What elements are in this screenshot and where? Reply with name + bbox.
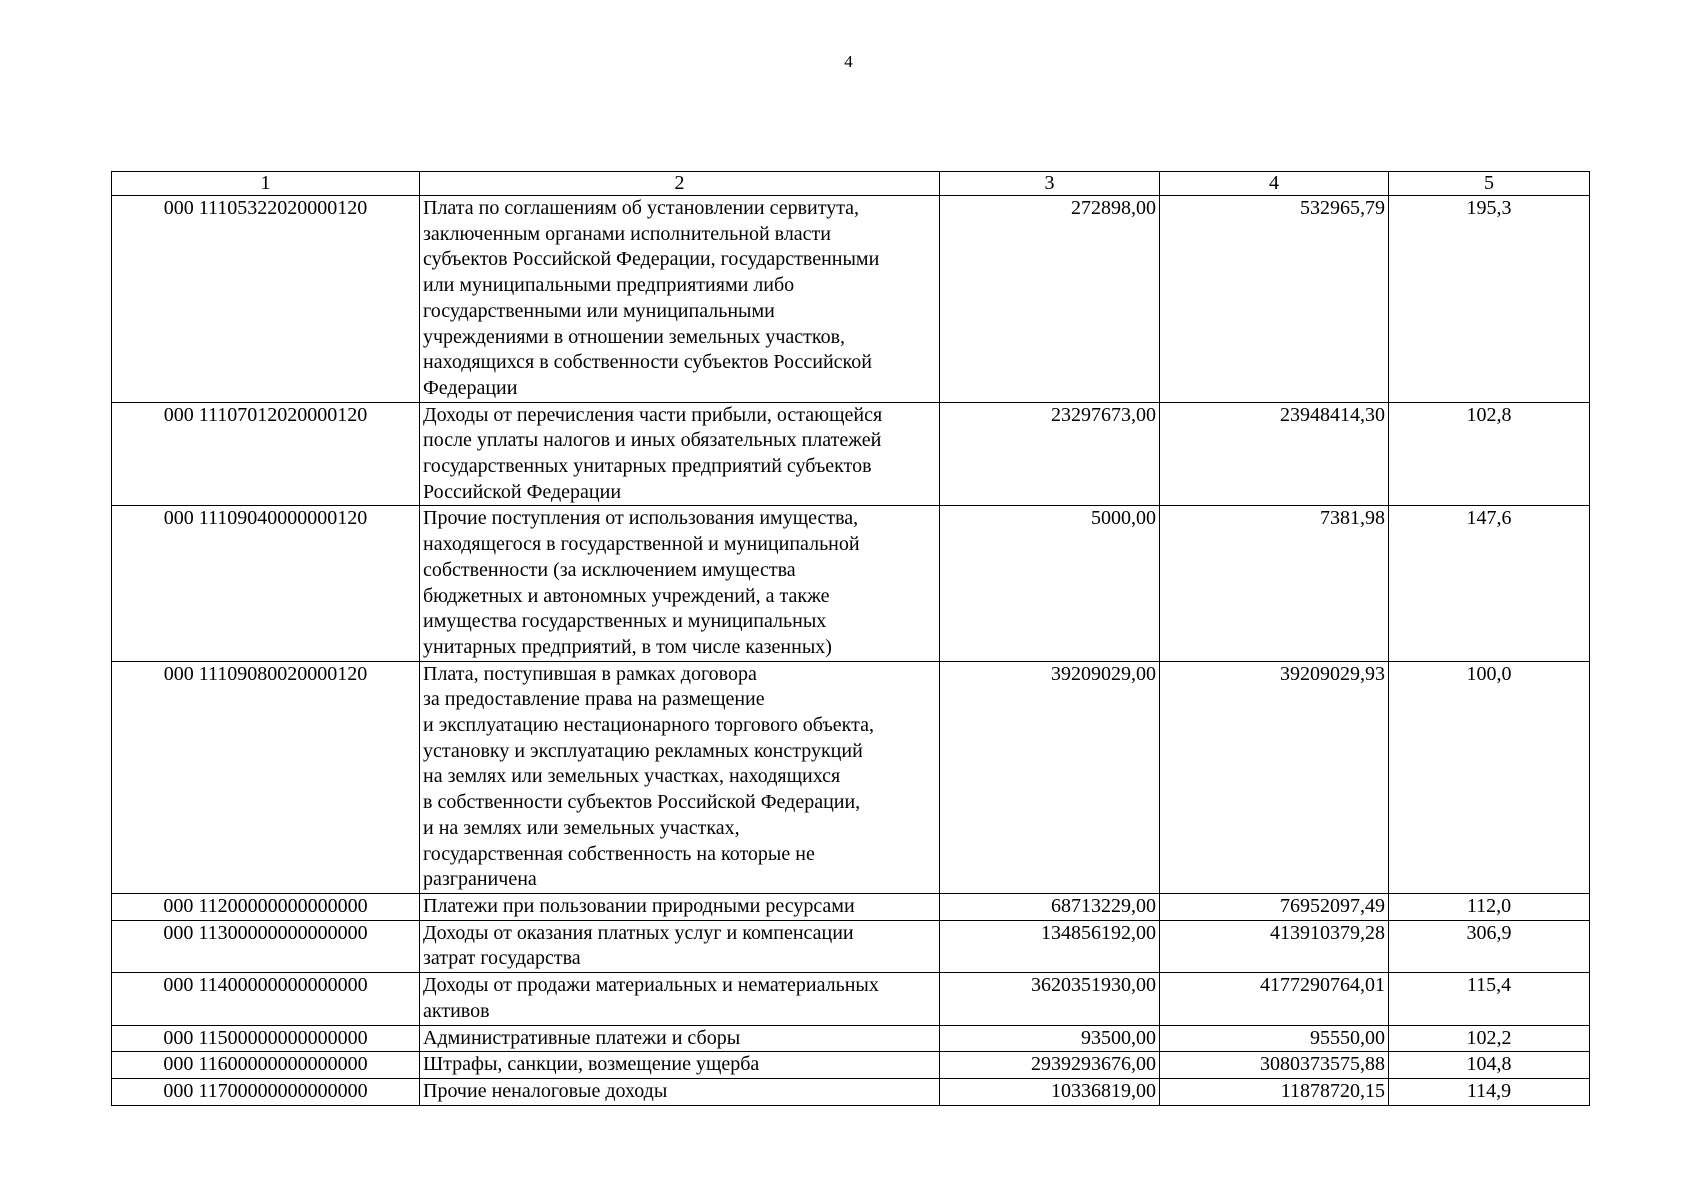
actual-amount: 23948414,30	[1160, 402, 1389, 506]
budget-code: 000 11105322020000120	[112, 196, 420, 403]
budget-code: 000 11200000000000000	[112, 893, 420, 920]
income-name	[420, 506, 940, 661]
table-row	[112, 973, 1590, 1025]
planned-amount: 2939293676,00	[940, 1052, 1160, 1079]
income-name-line: Плата по соглашениям об установлении сервитута,	[423, 197, 860, 219]
income-name-line: учреждениями в отношении земельных участков,	[423, 325, 846, 348]
planned-amount: 3620351930,00	[940, 973, 1160, 1025]
income-name-line: Платежи при пользовании природными ресурсами	[423, 894, 855, 917]
income-name-line: за предоставление права на размещение	[423, 688, 765, 711]
planned-amount: 10336819,00	[940, 1078, 1160, 1105]
table-row	[112, 661, 1590, 893]
table-row	[112, 402, 1590, 506]
table-row	[112, 506, 1590, 661]
income-name-line: и эксплуатацию нестационарного торгового объекта,	[423, 714, 874, 737]
income-name-line: затрат государства	[423, 947, 581, 970]
income-name-line: государственных унитарных предприятий субъектов	[423, 455, 872, 478]
income-name	[420, 893, 940, 920]
column-number-1: 1	[112, 172, 420, 196]
execution-percent: 102,2	[1389, 1025, 1590, 1052]
income-name-line: заключенным органами исполнительной власти	[423, 222, 831, 245]
income-name	[420, 973, 940, 1025]
income-name-line: собственности (за исключением имущества	[423, 558, 796, 581]
execution-percent: 147,6	[1389, 506, 1590, 661]
budget-code: 000 11109080020000120	[112, 661, 420, 893]
column-number-row	[112, 172, 1590, 196]
income-name-line: Доходы от перечисления части прибыли, остающейся	[423, 403, 883, 426]
actual-amount: 3080373575,88	[1160, 1052, 1389, 1079]
income-name-line: после уплаты налогов и иных обязательных платежей	[423, 429, 882, 452]
income-name-line: Штрафы, санкции, возмещение ущерба	[423, 1053, 760, 1076]
income-name-line: или муниципальными предприятиями либо	[423, 274, 795, 297]
column-number-4: 4	[1160, 172, 1389, 196]
execution-percent: 112,0	[1389, 893, 1590, 920]
table-row	[112, 920, 1590, 972]
income-name-line: и на землях или земельных участках,	[423, 816, 740, 839]
planned-amount: 93500,00	[940, 1025, 1160, 1052]
budget-code: 000 11109040000000120	[112, 506, 420, 661]
income-name-line: активов	[423, 999, 490, 1022]
income-name	[420, 1052, 940, 1079]
income-name-line: субъектов Российской Федерации, государственными	[423, 248, 880, 271]
execution-percent: 115,4	[1389, 973, 1590, 1025]
column-number-2: 2	[420, 172, 940, 196]
page-number: 4	[844, 52, 853, 71]
income-name-line: находящихся в собственности субъектов Российской	[423, 351, 872, 374]
execution-percent: 100,0	[1389, 661, 1590, 893]
actual-amount: 39209029,93	[1160, 661, 1389, 893]
income-name	[420, 1078, 940, 1105]
actual-amount: 413910379,28	[1160, 920, 1389, 972]
income-name	[420, 196, 940, 403]
income-name	[420, 402, 940, 506]
table-body	[112, 172, 1590, 1106]
income-name	[420, 661, 940, 893]
income-name-line: имущества государственных и муниципальных	[423, 610, 827, 633]
column-number-5: 5	[1389, 172, 1590, 196]
income-name-line: Российской Федерации	[423, 480, 622, 503]
income-name-line: государственная собственность на которые не	[423, 842, 815, 865]
planned-amount: 134856192,00	[940, 920, 1160, 972]
execution-percent: 102,8	[1389, 402, 1590, 506]
income-name-line: Прочие неналоговые доходы	[423, 1079, 668, 1102]
table-row	[112, 1052, 1590, 1079]
budget-code: 000 11700000000000000	[112, 1078, 420, 1105]
table-row	[112, 1078, 1590, 1105]
income-name-line: находящегося в государственной и муниципальной	[423, 533, 860, 556]
income-name-line: Федерации	[423, 376, 518, 399]
actual-amount: 4177290764,01	[1160, 973, 1389, 1025]
execution-percent: 104,8	[1389, 1052, 1590, 1079]
income-name-line: на землях или земельных участках, находящихся	[423, 765, 841, 788]
budget-code: 000 11300000000000000	[112, 920, 420, 972]
table-row	[112, 893, 1590, 920]
planned-amount: 68713229,00	[940, 893, 1160, 920]
income-name-line: Доходы от продажи материальных и нематериальных	[423, 974, 879, 997]
execution-percent: 306,9	[1389, 920, 1590, 972]
income-name	[420, 1025, 940, 1052]
execution-percent: 114,9	[1389, 1078, 1590, 1105]
planned-amount: 272898,00	[940, 196, 1160, 403]
column-number-3: 3	[940, 172, 1160, 196]
income-name-line: установку и эксплуатацию рекламных конструкций	[423, 739, 863, 762]
budget-code: 000 11107012020000120	[112, 402, 420, 506]
income-name-line: Административные платежи и сборы	[423, 1026, 741, 1049]
income-name-line: в собственности субъектов Российской Федерации,	[423, 791, 861, 814]
income-name-line: Плата, поступившая в рамках договора	[423, 662, 757, 685]
planned-amount: 39209029,00	[940, 661, 1160, 893]
budget-code: 000 11500000000000000	[112, 1025, 420, 1052]
income-name	[420, 920, 940, 972]
budget-table	[111, 171, 1590, 1106]
income-name-line: государственными или муниципальными	[423, 299, 775, 322]
income-name-line: бюджетных и автономных учреждений, а также	[423, 584, 830, 607]
actual-amount: 76952097,49	[1160, 893, 1389, 920]
execution-percent: 195,3	[1389, 196, 1590, 403]
actual-amount: 532965,79	[1160, 196, 1389, 403]
income-name-line: Доходы от оказания платных услуг и компенсации	[423, 921, 854, 944]
actual-amount: 7381,98	[1160, 506, 1389, 661]
budget-code: 000 11400000000000000	[112, 973, 420, 1025]
actual-amount: 11878720,15	[1160, 1078, 1389, 1105]
table-row	[112, 1025, 1590, 1052]
table-row	[112, 196, 1590, 403]
income-name-line: разграничена	[423, 868, 537, 891]
income-name-line: унитарных предприятий, в том числе казенных)	[423, 635, 832, 658]
budget-code: 000 11600000000000000	[112, 1052, 420, 1079]
actual-amount: 95550,00	[1160, 1025, 1389, 1052]
income-name-line: Прочие поступления от использования имущества,	[423, 507, 859, 530]
planned-amount: 5000,00	[940, 506, 1160, 661]
planned-amount: 23297673,00	[940, 402, 1160, 506]
